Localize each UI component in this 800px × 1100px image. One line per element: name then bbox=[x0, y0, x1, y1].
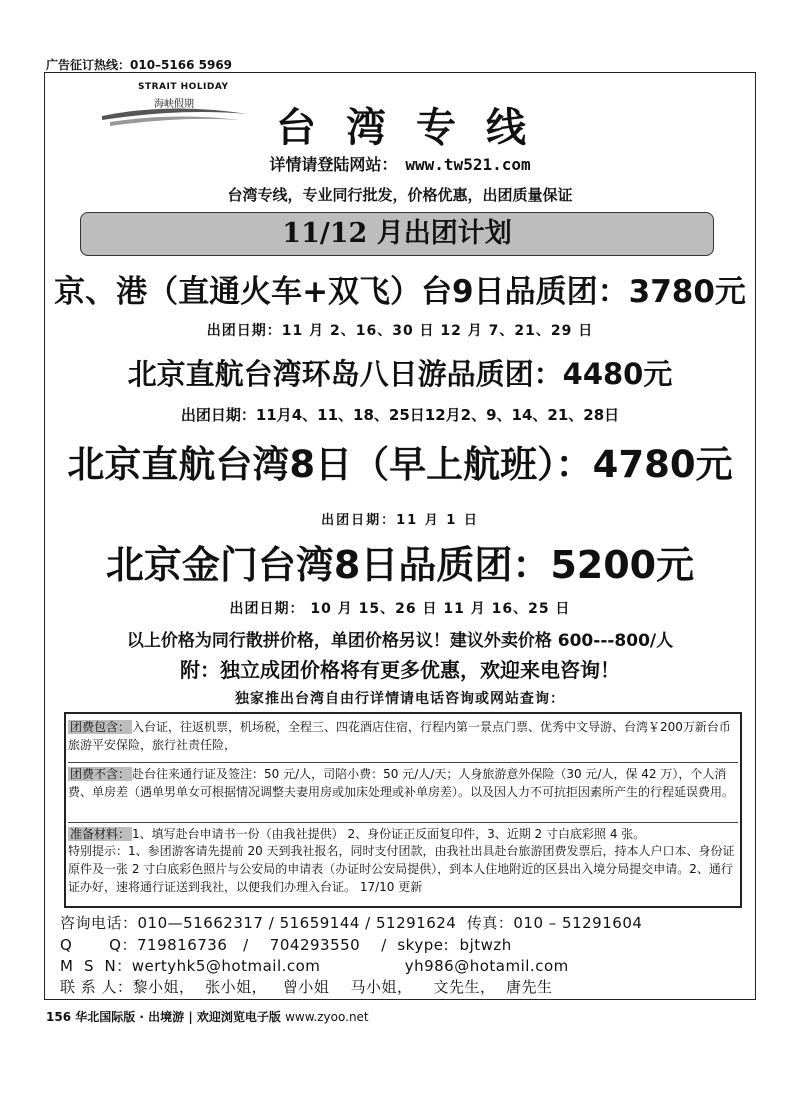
price-note: 以上价格为同行散拼价格，单团价格另议！建议外卖价格 600---800/人 bbox=[126, 631, 674, 651]
contact-people: 联 系 人：黎小姐， 张小姐， 曾小姐 马小姐， 文先生， 唐先生 bbox=[60, 978, 553, 996]
tour-dates-2: 出团日期：11月4、11、18、25日12月2、9、14、21、28日 bbox=[180, 406, 620, 424]
fee-included-label: 团费包含： bbox=[70, 720, 131, 734]
website-label: 详情请登陆网站： bbox=[269, 155, 398, 174]
schedule-banner: 11/12 月出团计划 bbox=[80, 212, 714, 256]
website-url[interactable]: www.tw521.com bbox=[405, 155, 531, 174]
materials-label: 准备材料： bbox=[70, 827, 131, 841]
materials-text: 1、填写赴台申请书一份（由我社提供） 2、身份证正反面复印件，3、近期 2 寸白底彩照 4 张。 bbox=[132, 827, 646, 841]
fee-excluded-label: 团费不含： bbox=[70, 767, 131, 781]
contact-qq: Q Q：719816736 / 704293550 / skype: bjtwzh bbox=[60, 936, 512, 954]
footer-website[interactable]: www.zyoo.net bbox=[285, 1010, 369, 1024]
page-number: 156 bbox=[46, 1010, 72, 1024]
publication-name: 华北国际版 · 出境游 | 欢迎浏览电子版 bbox=[75, 1010, 281, 1024]
tour-title-3: 北京直航台湾8日（早上航班）：4780元 bbox=[67, 443, 733, 486]
tour-dates-4: 出团日期： 10 月 15、26 日 11 月 16、25 日 bbox=[229, 601, 571, 617]
ad-hotline: 广告征订热线：010–5166 5969 bbox=[46, 58, 233, 72]
materials-row bbox=[68, 822, 738, 843]
tour-info-box bbox=[64, 712, 742, 908]
tour-dates-3: 出团日期：11 月 1 日 bbox=[321, 513, 479, 528]
logo-chinese-text: 海峡假期 bbox=[154, 99, 194, 110]
tour-dates-1: 出团日期：11 月 2、16、30 日 12 月 7、21、29 日 bbox=[206, 323, 594, 339]
special-tips: 特别提示：1、参团游客请先提前 20 天到我社报名，同时支付团款，由我社出具赴台旅游团费发票后，持本人户口本、身份证原件及一张 2 寸白底彩色照片与公安局的申请表（办证时公安局提供），到本人住地附近的区县出入境分局提交申请。2、通行证办好，速将通行证送到我社，以便我们办理入台证。 17/10 更新 bbox=[68, 844, 735, 894]
tour-title-1: 京、港（直通火车+双飞）台9日品质团：3780元 bbox=[54, 274, 746, 310]
fee-excluded-text: 赴台往来通行证及签注：50 元/人，司陪小费：50 元/人/天；人身旅游意外保险（30 元/人，保 42 万），个人消费、单房差（遇单男单女可根据情况调整夫妻用房或加床处理或补单房差）。以及因人力不可抗拒因素所产生的行程延误费用。 bbox=[68, 767, 735, 799]
page-footer bbox=[46, 1008, 369, 1025]
fee-included-row bbox=[68, 718, 738, 754]
fee-included-text: 入台证，往返机票，机场税，全程三、四花酒店住宿，行程内第一景点门票、优秀中文导游、台湾￥200万新台币旅游平安保险，旅行社责任险， bbox=[68, 720, 731, 752]
contact-msn: M S N：wertyhk5@hotmail.com yh986@hotamil.com bbox=[60, 957, 569, 975]
slogan: 台湾专线，专业同行批发，价格优惠，出团质量保证 bbox=[227, 186, 573, 204]
website-line bbox=[0, 152, 800, 175]
free-tour-note: 独家推出台湾自由行详情请电话咨询或网站查询： bbox=[235, 691, 565, 707]
tour-title-2: 北京直航台湾环岛八日游品质团：4480元 bbox=[127, 357, 673, 391]
group-offer-note: 附：独立成团价格将有更多优惠，欢迎来电咨询！ bbox=[180, 658, 620, 682]
page-title: 台湾专线 bbox=[276, 104, 556, 151]
logo-english-text: STRAIT HOLIDAY bbox=[138, 82, 229, 92]
fee-excluded-row bbox=[68, 762, 738, 801]
contact-phone: 咨询电话：010—51662317 / 51659144 / 51291624 传真：010 – 51291604 bbox=[60, 914, 643, 932]
tour-title-4: 北京金门台湾8日品质团：5200元 bbox=[105, 543, 695, 587]
